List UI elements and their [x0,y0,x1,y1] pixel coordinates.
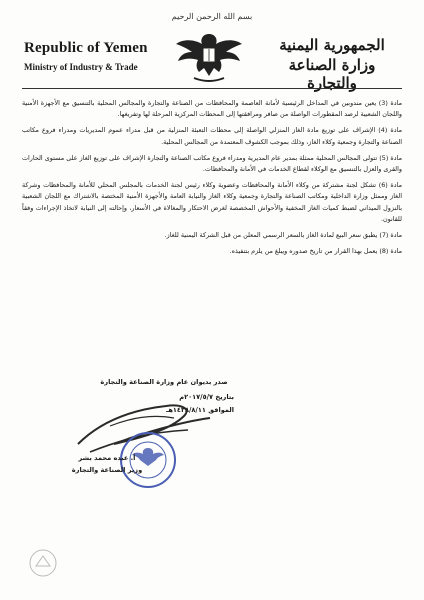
arabic-ministry-title: وزارة الصناعة والتجارة [288,56,376,92]
footer-watermark-icon [28,548,58,578]
article-6: مادة (6) تشكل لجنة مشتركة من وكلاء الأمانة والمحافظات وعضوية وكلاء رئيس لجنة الخدمات بالمجلس المحلي للأمانة والمحافظات وشركة الغاز وممثل وزارة الداخلية ومكاتب الصناعة والتجارة وجمعية وكلاء الغاز والنيابة العامة والأجهزة الأمنية المختصة بالاشتراك مع اللجان الشعبية بالنزول الميداني لضبط كميات الغاز المخفية والأحواش المخصصة لغرض الاحتكار والمغالاة في الأسعار، وإحالته إلى النيابة لاتخاذ الإجراءات وفقاً للقانون. [22,181,402,223]
basmala-heading: بسم الله الرحمن الرحيم [171,12,253,21]
header-divider [22,88,402,89]
issued-at-line: صدر بديوان عام وزارة الصناعة والتجارة [100,378,228,386]
signer-title: وزير الصناعة والتجارة [71,466,143,474]
article-5: مادة (5) تتولى المجالس المحلية ممثلة بمدير عام المديرية ومدراء فروع مكاتب الصناعة والتجارة الإشراف على توزيع الغاز على مستوى الحارات والقرى والعزل بالتنسيق مع الوكلاء لقطاع الخدمات في الأمانة والمحافظات. [22,153,402,174]
signer-name: أ. عبده محمد بشر [78,454,136,462]
date-label: بتاريخ [215,393,234,401]
english-ministry-title: Ministry of Industry & Trade [24,62,138,72]
english-letterhead [24,40,174,72]
article-4: مادة (4) الإشراف على توزيع مادة الغاز المنزلي الواصلة إلى محطات التعبئة المنزلية من قبل مدراء عموم المديريات ومدراء فروع مكاتب الصناعة والتجارة وجمعية وكلاء الغاز، وذلك بموجب الكشوف المعتمدة من المجالس المحلية. [22,126,402,146]
article-7: مادة (7) يطبق سعر البيع لمادة الغاز بالسعر الرسمي المعلن من قبل الشركة اليمنية للغاز. [164,231,402,240]
article-3: مادة (3) يعين مندوبين في المداخل الرئيسية لأمانة العاصمة والمحافظات من الصناعة والتجارة والمجالس المحلية بالتنسيق مع الأجهزة الأمنية واللجان الشعبية لرصد المقطورات الواصلة من صافر ومرافقتها إلى المحطات المركزية المرحلة لها وتفريغها. [22,99,402,119]
arabic-country-title: الجمهورية اليمنية [279,36,385,54]
arabic-letterhead [262,36,402,92]
date-value: ٢٠١٧/٥/٧م [179,393,214,401]
hijri-label: الموافق [208,406,234,414]
decree-body [22,98,402,262]
article-8: مادة (8) يعمل بهذا القرار من تاريخ صدوره ويبلغ من يلزم بتنفيذه. [229,247,402,256]
yemen-eagle-emblem-icon [172,28,246,84]
hijri-value: ١٤٣٨/٨/١١هـ [166,406,206,414]
signer-block [52,452,162,476]
english-country-title: Republic of Yemen [24,40,148,56]
